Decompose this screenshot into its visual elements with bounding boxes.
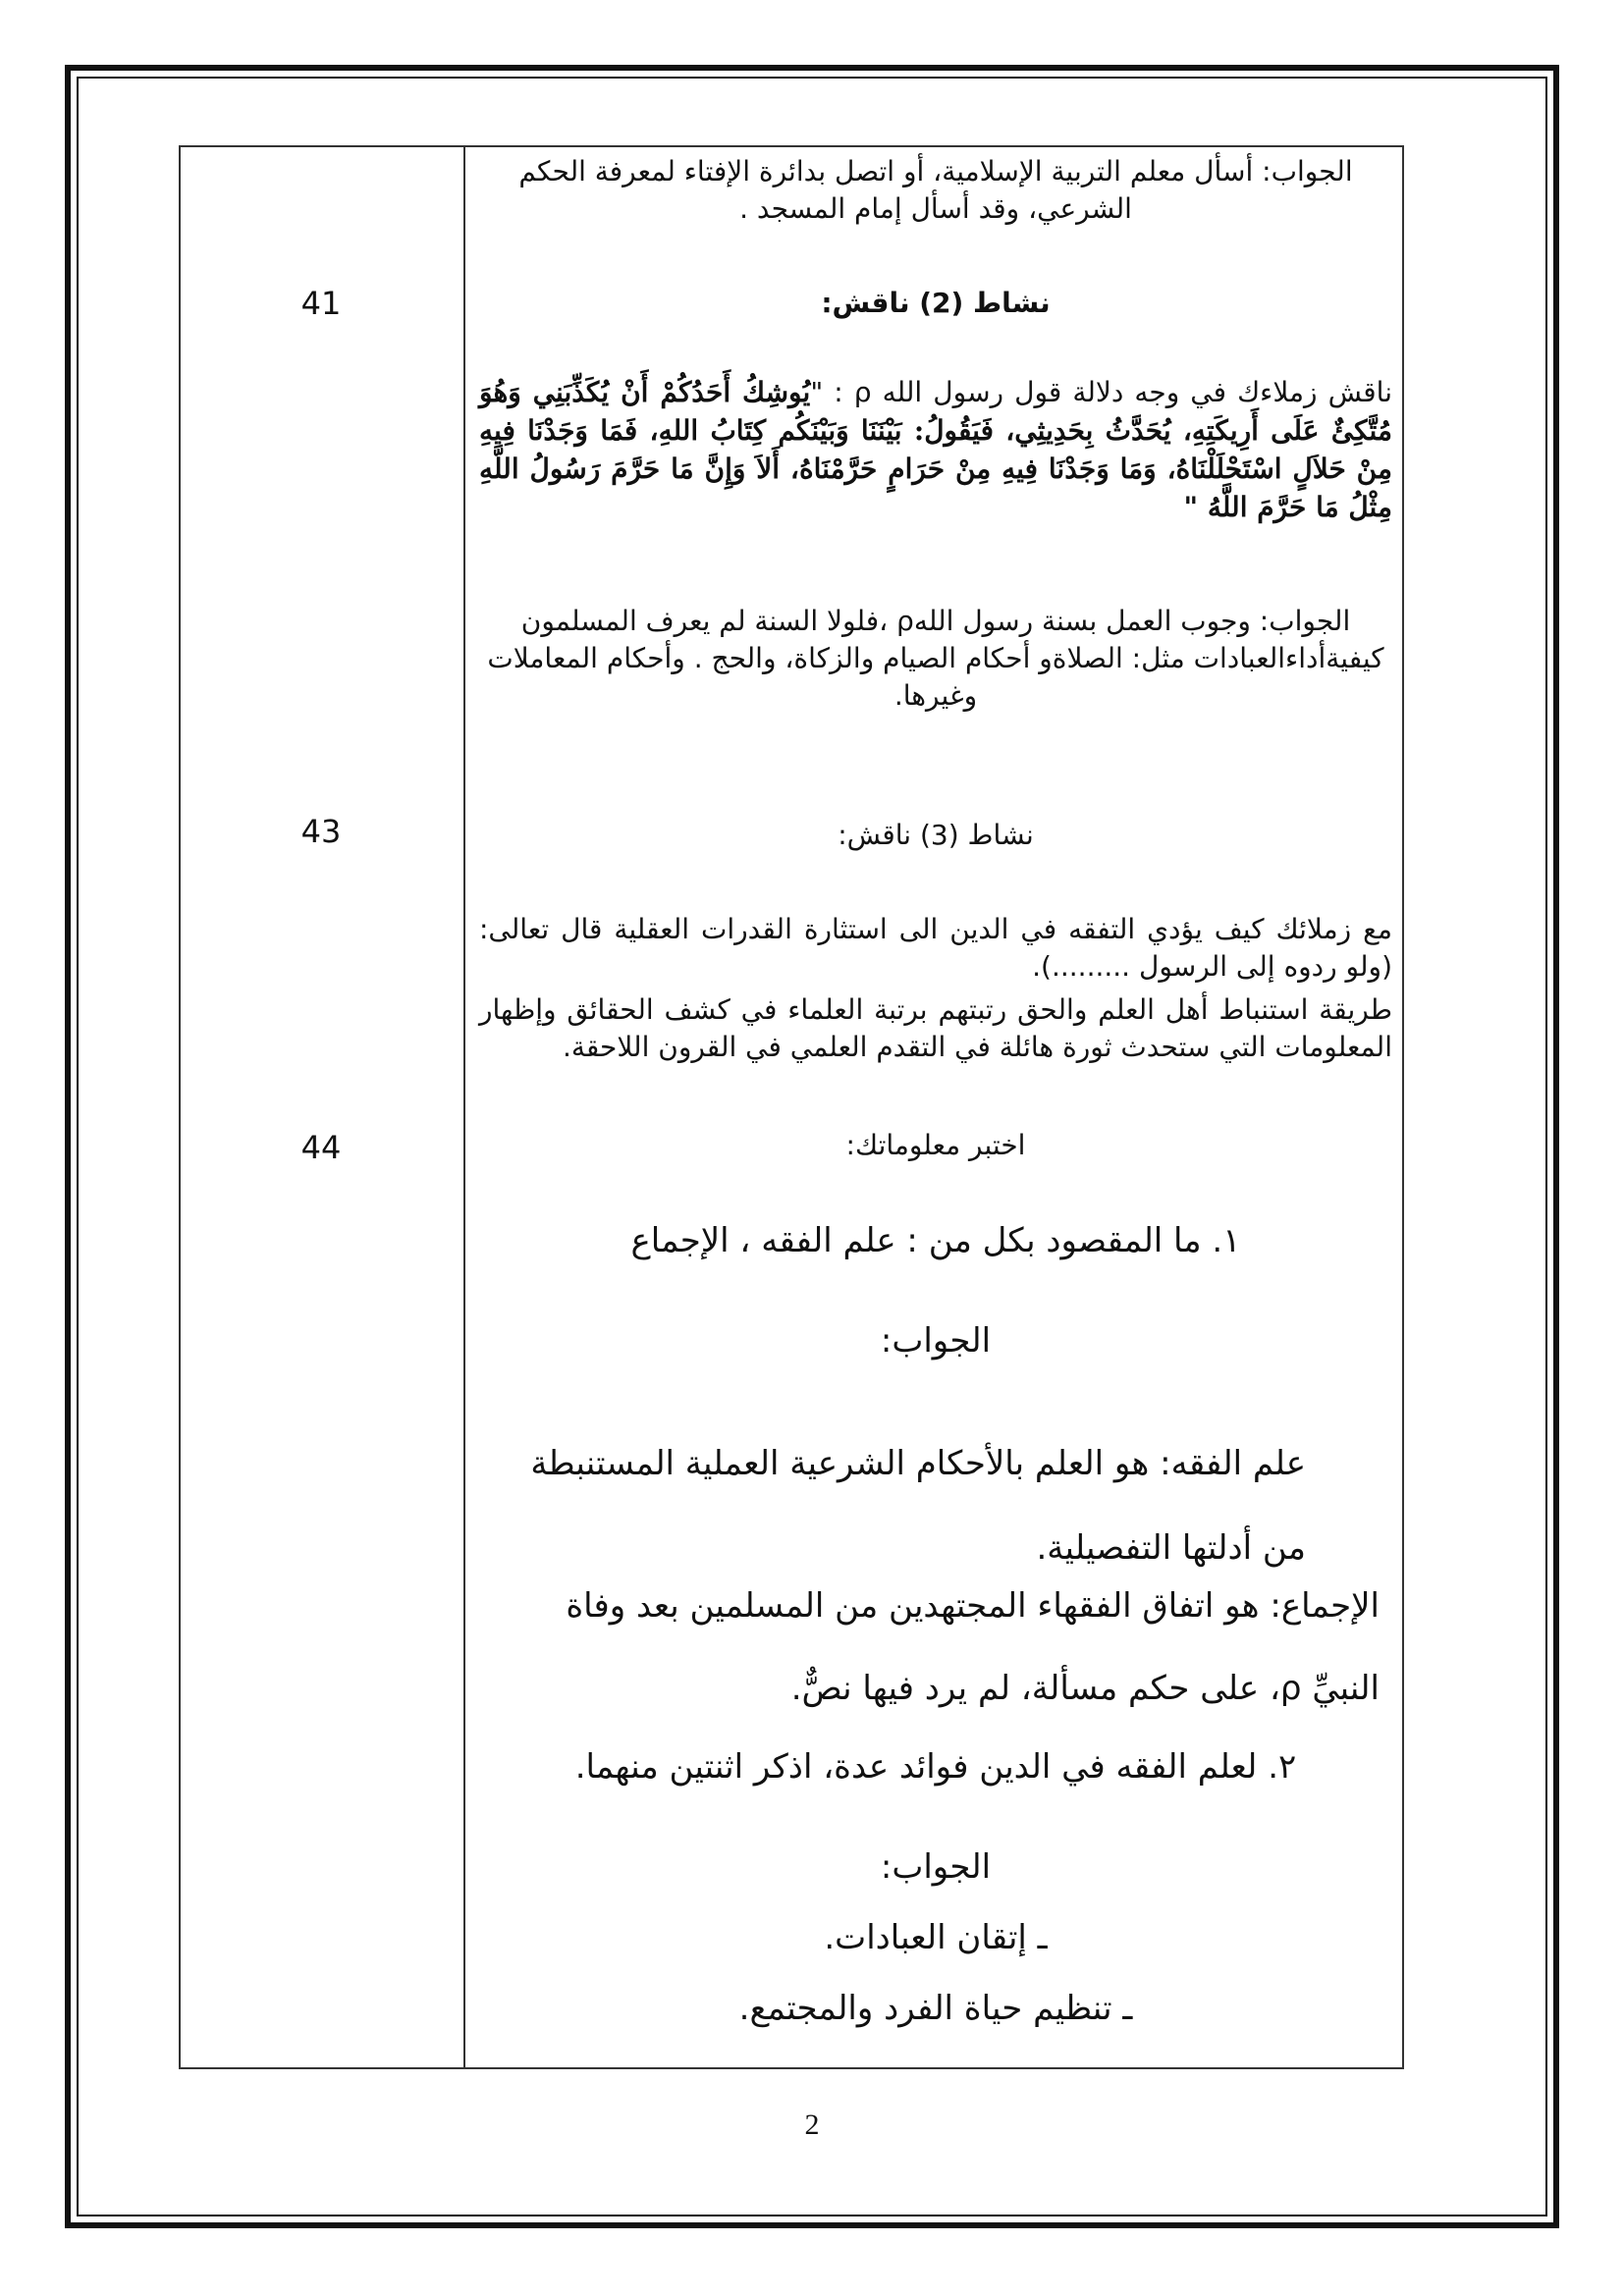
page-ref-41: 41 [300, 285, 342, 322]
benefit-1: ـ إتقان العبادات. [824, 1918, 1048, 1957]
page-ref-44: 44 [300, 1129, 342, 1166]
quiz-answer-label-1: الجواب: [880, 1321, 992, 1361]
quiz-question-2: ٢. لعلم الفقه في الدين فوائد عدة، اذكر اثنتين منهما. [574, 1747, 1297, 1787]
fiqh-definition: علم الفقه: هو العلم بالأحكام الشرعية العملية المستنبطة من أدلتها التفصيلية. [530, 1444, 1306, 1568]
activity-2-hadith [479, 373, 1392, 526]
activity-3-answer: طريقة استنباط أهل العلم والحق رتبتهم برتبة العلماء في كشف الحقائق وإظهار المعلومات التي ستحدث ثورة هائلة في التقدم العلمي في القرون اللاحقة. [479, 993, 1392, 1063]
column-divider [463, 145, 465, 2069]
hadith-text: يُوشِكُ أَحَدُكُمْ أَنْ يُكَذِّبَنِي وَهُوَ مُتَّكِئٌ عَلَى أَرِيكَتِهِ، يُحَدَّثُ بِحَدِيثِي، فَيَقُولُ: بَيْنَنَا وَبَيْنَكُم كِتَابُ اللهِ، فَمَا وَجَدْنَا فِيهِ مِنْ حَلاَلٍ اسْتَحْلَلْنَاهُ، وَمَا وَجَدْنَا فِيهِ مِنْ حَرَامٍ حَرَّمْنَاهُ، أَلاَ وَإِنَّ مَا حَرَّمَ رَسُولُ اللَّهِ مِثْلُ مَا حَرَّمَ اللَّهُ " [479, 376, 1392, 523]
activity-2-intro: ناقش زملاءك في وجه دلالة قول رسول الله ρ : " [810, 376, 1393, 408]
quiz-title: اختبر معلوماتك: [845, 1129, 1026, 1161]
answer-block-1: الجواب: أسأل معلم التربية الإسلامية، أو اتصل بدائرة الإفتاء لمعرفة الحكم الشرعي، وقد أسأل إمام المسجد . [518, 155, 1353, 225]
activity-3-title: نشاط (3) ناقش: [838, 819, 1034, 851]
ijma-definition: الإجماع: هو اتفاق الفقهاء المجتهدين من المسلمين بعد وفاة النبيِّ ρ، على حكم مسألة، لم يرد فيها نصٌّ. [566, 1586, 1380, 1708]
page-ref-43: 43 [300, 813, 342, 850]
activity-2-answer: الجواب: وجوب العمل بسنة رسول اللهρ ،فلولا السنة لم يعرف المسلمون كيفيةأداءالعبادات مثل: الصلاةو أحكام الصيام والزكاة، والحج . وأحكام المعاملات وغيرها. [487, 605, 1384, 712]
benefit-2: ـ تنظيم حياة الفرد والمجتمع. [738, 1989, 1133, 2028]
activity-2-title: نشاط (2) ناقش: [821, 287, 1051, 319]
activity-3-prompt: مع زملائك كيف يؤدي التفقه في الدين الى استثارة القدرات العقلية قال تعالى:(ولو ردوه إلى الرسول .........). [479, 913, 1392, 983]
page-number: 2 [804, 2109, 820, 2141]
quiz-answer-label-2: الجواب: [880, 1847, 992, 1887]
quiz-question-1: ١. ما المقصود بكل من : علم الفقه ، الإجماع [630, 1221, 1241, 1260]
